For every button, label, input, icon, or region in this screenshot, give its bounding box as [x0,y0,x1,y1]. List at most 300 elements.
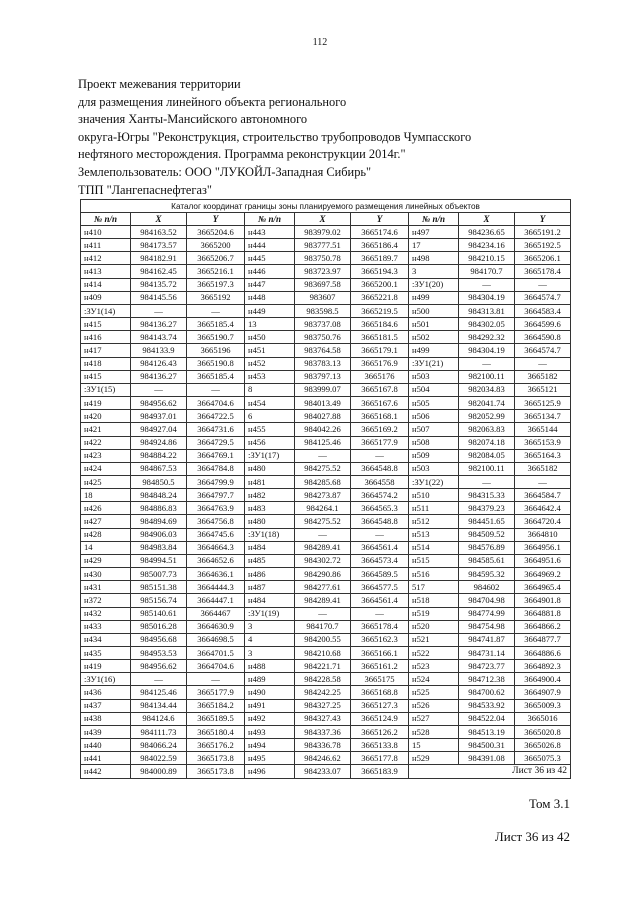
x-coordinate-cell: 984315.33 [459,489,515,502]
y-coordinate-cell: 3664664.3 [187,541,245,554]
table-row [81,265,571,278]
point-number-cell: н442 [81,765,131,779]
y-coordinate-cell: 3665192 [187,291,245,304]
x-coordinate-cell: 984022.59 [131,752,187,765]
point-number-cell: н496 [245,765,295,779]
x-coordinate-cell: 984576.89 [459,541,515,554]
table-row [81,647,571,660]
header-line: Проект межевания территории [78,77,241,91]
point-number-cell: :ЗУ1(20) [409,278,459,291]
inner-sheet-label: Лист 36 из 42 [409,765,571,779]
x-coordinate-cell: 984228.58 [295,673,351,686]
x-coordinate-cell: 984234.16 [459,239,515,252]
y-coordinate-cell: 3665178.4 [351,620,409,633]
point-number-cell: н510 [409,489,459,502]
point-number-cell: н448 [245,291,295,304]
header-line: Землепользователь: ООО "ЛУКОЙЛ-Западная Сибирь" [78,164,372,179]
y-coordinate-cell: — [515,357,571,370]
y-coordinate-cell: 3665176 [351,370,409,383]
x-coordinate-cell: 984136.27 [131,318,187,331]
point-number-cell: н419 [81,660,131,673]
point-number-cell: н490 [245,686,295,699]
y-coordinate-cell: 3664729.5 [187,436,245,449]
x-coordinate-cell: 984391.08 [459,752,515,765]
y-coordinate-cell: — [351,449,409,462]
point-number-cell: н480 [245,515,295,528]
y-coordinate-cell: 3664969.2 [515,568,571,581]
point-number-cell: н425 [81,475,131,488]
table-row [81,344,571,357]
x-coordinate-cell: 984289.41 [295,541,351,554]
point-number-cell: н424 [81,462,131,475]
x-coordinate-cell: 984451.65 [459,515,515,528]
point-number-cell: н495 [245,752,295,765]
y-coordinate-cell: 3665189.7 [351,252,409,265]
x-coordinate-cell: — [295,528,351,541]
header-line: ТПП "Лангепаснефтегаз" [78,182,212,197]
point-number-cell: н529 [409,752,459,765]
y-coordinate-cell: 3665173.8 [187,752,245,765]
table-row [81,554,571,567]
point-number-cell: н486 [245,568,295,581]
y-coordinate-cell: 3665184.2 [187,699,245,712]
point-number-cell: н421 [81,423,131,436]
column-header: № п/п [245,213,295,226]
point-number-cell: н519 [409,607,459,620]
point-number-cell: н417 [81,344,131,357]
point-number-cell: н446 [245,265,295,278]
x-coordinate-cell: 984712.38 [459,673,515,686]
y-coordinate-cell: 3665009.3 [515,699,571,712]
point-number-cell: 8 [245,383,295,396]
x-coordinate-cell: 984163.52 [131,226,187,239]
point-number-cell: н492 [245,712,295,725]
point-number-cell: н372 [81,594,131,607]
table-row [81,449,571,462]
x-coordinate-cell: 984042.26 [295,423,351,436]
y-coordinate-cell: 3664447.1 [187,594,245,607]
y-coordinate-cell: 3664731.6 [187,423,245,436]
y-coordinate-cell: 3664704.6 [187,397,245,410]
y-coordinate-cell: 3664548.8 [351,462,409,475]
y-coordinate-cell: — [351,528,409,541]
x-coordinate-cell: 983999.07 [295,383,351,396]
point-number-cell: н452 [245,357,295,370]
table-row [81,489,571,502]
y-coordinate-cell: 3665177.9 [187,686,245,699]
x-coordinate-cell: 983607 [295,291,351,304]
footer-signature: Том 3.1 [529,796,570,811]
y-coordinate-cell: 3665200.1 [351,278,409,291]
y-coordinate-cell: 3664866.2 [515,620,571,633]
y-coordinate-cell: 3664561.4 [351,541,409,554]
point-number-cell: н440 [81,739,131,752]
point-number-cell: н480 [245,462,295,475]
point-number-cell: н431 [81,581,131,594]
point-number-cell: н429 [81,554,131,567]
x-coordinate-cell: 984850.5 [131,475,187,488]
y-coordinate-cell: 3665185.4 [187,318,245,331]
point-number-cell: н455 [245,423,295,436]
y-coordinate-cell: 3665169.2 [351,423,409,436]
y-coordinate-cell: 3665121 [515,383,571,396]
point-number-cell: н482 [245,489,295,502]
x-coordinate-cell: 984500.31 [459,739,515,752]
x-coordinate-cell: 984522.04 [459,712,515,725]
y-coordinate-cell: 3665196 [187,344,245,357]
x-coordinate-cell: 984741.87 [459,633,515,646]
point-number-cell: 4 [245,633,295,646]
table-row [81,712,571,725]
point-number-cell: н526 [409,699,459,712]
x-coordinate-cell: 984233.07 [295,765,351,779]
point-number-cell: н509 [409,449,459,462]
y-coordinate-cell: 3665190.7 [187,331,245,344]
point-number-cell: н484 [245,594,295,607]
x-coordinate-cell: 985007.73 [131,568,187,581]
y-coordinate-cell: — [351,607,409,620]
y-coordinate-cell: 3665153.9 [515,436,571,449]
y-coordinate-cell: 3665173.8 [187,765,245,779]
y-coordinate-cell: 3665197.3 [187,278,245,291]
y-coordinate-cell: 3665026.8 [515,739,571,752]
point-number-cell: н456 [245,436,295,449]
x-coordinate-cell: 984275.52 [295,462,351,475]
x-coordinate-cell: — [131,304,187,317]
y-coordinate-cell: 3665124.9 [351,712,409,725]
x-coordinate-cell: 984327.25 [295,699,351,712]
x-coordinate-cell: 984124.6 [131,712,187,725]
y-coordinate-cell: 3665174.6 [351,226,409,239]
point-number-cell: н411 [81,239,131,252]
point-number-cell: н500 [409,304,459,317]
y-coordinate-cell: 3664797.7 [187,489,245,502]
x-coordinate-cell: 985151.38 [131,581,187,594]
table-row [81,502,571,515]
point-number-cell: н484 [245,541,295,554]
y-coordinate-cell: 3665075.3 [515,752,571,765]
x-coordinate-cell: 984143.74 [131,331,187,344]
point-number-cell: н521 [409,633,459,646]
x-coordinate-cell: 982041.74 [459,397,515,410]
x-coordinate-cell: 984264.1 [295,502,351,515]
x-coordinate-cell: 984210.15 [459,252,515,265]
x-coordinate-cell: 984292.32 [459,331,515,344]
point-number-cell: н433 [81,620,131,633]
y-coordinate-cell: 3664574.7 [515,291,571,304]
y-coordinate-cell: 3665182 [515,370,571,383]
x-coordinate-cell: 984246.62 [295,752,351,765]
x-coordinate-cell: 984242.25 [295,686,351,699]
x-coordinate-cell: — [131,383,187,396]
table-row [81,410,571,423]
point-number-cell: н409 [81,291,131,304]
x-coordinate-cell: 984304.19 [459,344,515,357]
x-coordinate-cell: 984774.99 [459,607,515,620]
x-coordinate-cell: 984700.62 [459,686,515,699]
x-coordinate-cell: 984731.14 [459,647,515,660]
page-number: 112 [312,37,328,48]
y-coordinate-cell: 3665176.9 [351,357,409,370]
x-coordinate-cell: — [295,607,351,620]
x-coordinate-cell: — [131,673,187,686]
point-number-cell: н514 [409,541,459,554]
point-number-cell: 517 [409,581,459,594]
point-number-cell: 15 [409,739,459,752]
point-number-cell: н483 [245,502,295,515]
coordinates-table [80,199,571,779]
x-coordinate-cell: 984994.51 [131,554,187,567]
x-coordinate-cell: 984602 [459,581,515,594]
x-coordinate-cell: 984027.88 [295,410,351,423]
y-coordinate-cell: 3664642.4 [515,502,571,515]
y-coordinate-cell: 3665167.6 [351,397,409,410]
x-coordinate-cell: 984313.81 [459,304,515,317]
y-coordinate-cell: 3664589.5 [351,568,409,581]
x-coordinate-cell: 983797.13 [295,370,351,383]
x-coordinate-cell: 983764.58 [295,344,351,357]
y-coordinate-cell: 3664698.5 [187,633,245,646]
point-number-cell: н423 [81,449,131,462]
y-coordinate-cell: 3665189.5 [187,712,245,725]
table-row [81,673,571,686]
point-number-cell: н449 [245,304,295,317]
point-number-cell: н518 [409,594,459,607]
point-number-cell: н493 [245,725,295,738]
x-coordinate-cell: 984221.71 [295,660,351,673]
x-coordinate-cell: 982100.11 [459,370,515,383]
x-coordinate-cell: 984290.86 [295,568,351,581]
x-coordinate-cell: 984136.27 [131,370,187,383]
x-coordinate-cell: 984162.45 [131,265,187,278]
x-coordinate-cell: 984884.22 [131,449,187,462]
x-coordinate-cell: 984956.68 [131,633,187,646]
y-coordinate-cell: 3665176.2 [187,739,245,752]
point-number-cell: :ЗУ1(19) [245,607,295,620]
x-coordinate-cell: 984200.55 [295,633,351,646]
point-number-cell: н436 [81,686,131,699]
table-row [81,528,571,541]
y-coordinate-cell: 3664784.8 [187,462,245,475]
point-number-cell: 6 [245,410,295,423]
y-coordinate-cell: 3665166.1 [351,647,409,660]
x-coordinate-cell: 984937.01 [131,410,187,423]
y-coordinate-cell: 3664577.5 [351,581,409,594]
y-coordinate-cell: 3664745.6 [187,528,245,541]
table-row [81,633,571,646]
x-coordinate-cell: 984289.41 [295,594,351,607]
y-coordinate-cell: 3665190.8 [187,357,245,370]
point-number-cell: н450 [245,331,295,344]
point-number-cell: н439 [81,725,131,738]
point-number-cell: н418 [81,357,131,370]
point-number-cell: 17 [409,239,459,252]
point-number-cell: н437 [81,699,131,712]
y-coordinate-cell: 3664892.3 [515,660,571,673]
y-coordinate-cell: 3665181.5 [351,331,409,344]
column-header: Y [187,213,245,226]
y-coordinate-cell: 3664583.4 [515,304,571,317]
column-header: Y [515,213,571,226]
point-number-cell: :ЗУ1(16) [81,673,131,686]
y-coordinate-cell: 3664769.1 [187,449,245,462]
x-coordinate-cell: 984983.84 [131,541,187,554]
x-coordinate-cell: 984125.46 [295,436,351,449]
point-number-cell: н415 [81,370,131,383]
table-row [81,568,571,581]
y-coordinate-cell: 3665126.2 [351,725,409,738]
point-number-cell: н515 [409,554,459,567]
x-coordinate-cell: 984513.19 [459,725,515,738]
y-coordinate-cell: 3664573.4 [351,554,409,567]
x-coordinate-cell: 983598.5 [295,304,351,317]
table-caption: Каталог координат границы зоны планируемого размещения линейных объектов [81,200,571,213]
table-row [81,752,571,765]
point-number-cell: н481 [245,475,295,488]
header-line: значения Ханты-Мансийского автономного [78,112,308,127]
table-row [81,686,571,699]
x-coordinate-cell: — [459,357,515,370]
y-coordinate-cell: 3664956.1 [515,541,571,554]
x-coordinate-cell: 983737.08 [295,318,351,331]
x-coordinate-cell: 982052.99 [459,410,515,423]
point-number-cell: н522 [409,647,459,660]
x-coordinate-cell: 984125.46 [131,686,187,699]
point-number-cell: :ЗУ1(15) [81,383,131,396]
header-line: для размещения линейного объекта регионального [78,94,347,109]
y-coordinate-cell: 3664799.9 [187,475,245,488]
point-number-cell: н435 [81,647,131,660]
point-number-cell: н498 [409,252,459,265]
x-coordinate-cell: 984924.86 [131,436,187,449]
point-number-cell: н453 [245,370,295,383]
x-coordinate-cell: 984275.52 [295,515,351,528]
x-coordinate-cell: 984906.03 [131,528,187,541]
y-coordinate-cell: 3664467 [187,607,245,620]
point-number-cell: н412 [81,252,131,265]
y-coordinate-cell: 3664907.9 [515,686,571,699]
table-row [81,725,571,738]
x-coordinate-cell: 984126.43 [131,357,187,370]
point-number-cell: н416 [81,331,131,344]
x-coordinate-cell: 984302.72 [295,554,351,567]
x-coordinate-cell: 984145.56 [131,291,187,304]
table-body [81,226,571,779]
point-number-cell: н488 [245,660,295,673]
x-coordinate-cell: 983750.78 [295,252,351,265]
x-coordinate-cell: 984000.89 [131,765,187,779]
point-number-cell: н506 [409,410,459,423]
y-coordinate-cell: — [187,383,245,396]
y-coordinate-cell: 3665133.8 [351,739,409,752]
y-coordinate-cell: 3664877.7 [515,633,571,646]
x-coordinate-cell: 982084.05 [459,449,515,462]
x-coordinate-cell: 984327.43 [295,712,351,725]
table-row [81,397,571,410]
y-coordinate-cell: 3665168.8 [351,686,409,699]
point-number-cell: н414 [81,278,131,291]
y-coordinate-cell: 3665191.2 [515,226,571,239]
x-coordinate-cell: 984111.73 [131,725,187,738]
x-coordinate-cell: 984277.61 [295,581,351,594]
point-number-cell: н485 [245,554,295,567]
y-coordinate-cell: 3665194.3 [351,265,409,278]
x-coordinate-cell: 984337.36 [295,725,351,738]
x-coordinate-cell: 984509.52 [459,528,515,541]
y-coordinate-cell: 3664584.7 [515,489,571,502]
y-coordinate-cell: 3664810 [515,528,571,541]
x-coordinate-cell: 984170.7 [295,620,351,633]
y-coordinate-cell: 3664901.8 [515,594,571,607]
table-row [81,304,571,317]
y-coordinate-cell: 3665134.7 [515,410,571,423]
x-coordinate-cell: 984135.72 [131,278,187,291]
x-coordinate-cell: 983979.02 [295,226,351,239]
x-coordinate-cell: 982100.11 [459,462,515,475]
point-number-cell: н430 [81,568,131,581]
point-number-cell: 13 [245,318,295,331]
header-line: округа-Югры "Реконструкция, строительство трубопроводов Чумпасского [78,129,472,144]
y-coordinate-cell: — [187,673,245,686]
y-coordinate-cell: 3664652.6 [187,554,245,567]
table-row [81,252,571,265]
point-number-cell: н422 [81,436,131,449]
column-header: X [459,213,515,226]
y-coordinate-cell: 3664965.4 [515,581,571,594]
x-coordinate-cell: 985156.74 [131,594,187,607]
point-number-cell: н434 [81,633,131,646]
y-coordinate-cell: 3664756.8 [187,515,245,528]
x-coordinate-cell: 984336.78 [295,739,351,752]
x-coordinate-cell: 984236.65 [459,226,515,239]
x-coordinate-cell: — [459,475,515,488]
table-row [81,699,571,712]
y-coordinate-cell: 3664574.7 [515,344,571,357]
table-row [81,423,571,436]
point-number-cell: 18 [81,489,131,502]
column-header: X [295,213,351,226]
y-coordinate-cell: 3664722.5 [187,410,245,423]
y-coordinate-cell: 3664900.4 [515,673,571,686]
table-row [81,357,571,370]
point-number-cell: н524 [409,673,459,686]
y-coordinate-cell: 3664599.6 [515,318,571,331]
point-number-cell: н427 [81,515,131,528]
point-number-cell: 14 [81,541,131,554]
x-coordinate-cell: 984285.68 [295,475,351,488]
y-coordinate-cell: 3665221.8 [351,291,409,304]
y-coordinate-cell: 3664886.6 [515,647,571,660]
y-coordinate-cell: 3665016 [515,712,571,725]
point-number-cell: н528 [409,725,459,738]
point-number-cell: н508 [409,436,459,449]
column-header: X [131,213,187,226]
y-coordinate-cell: 3665168.1 [351,410,409,423]
y-coordinate-cell: 3664881.8 [515,607,571,620]
point-number-cell: н525 [409,686,459,699]
x-coordinate-cell: 984273.87 [295,489,351,502]
x-coordinate-cell: 983783.13 [295,357,351,370]
point-number-cell: н451 [245,344,295,357]
point-number-cell: н499 [409,344,459,357]
y-coordinate-cell: 3665178.4 [515,265,571,278]
y-coordinate-cell: 3665175 [351,673,409,686]
table-row [81,370,571,383]
point-number-cell: 3 [409,265,459,278]
document-header [78,76,578,199]
table-row [81,607,571,620]
x-coordinate-cell: 984533.92 [459,699,515,712]
